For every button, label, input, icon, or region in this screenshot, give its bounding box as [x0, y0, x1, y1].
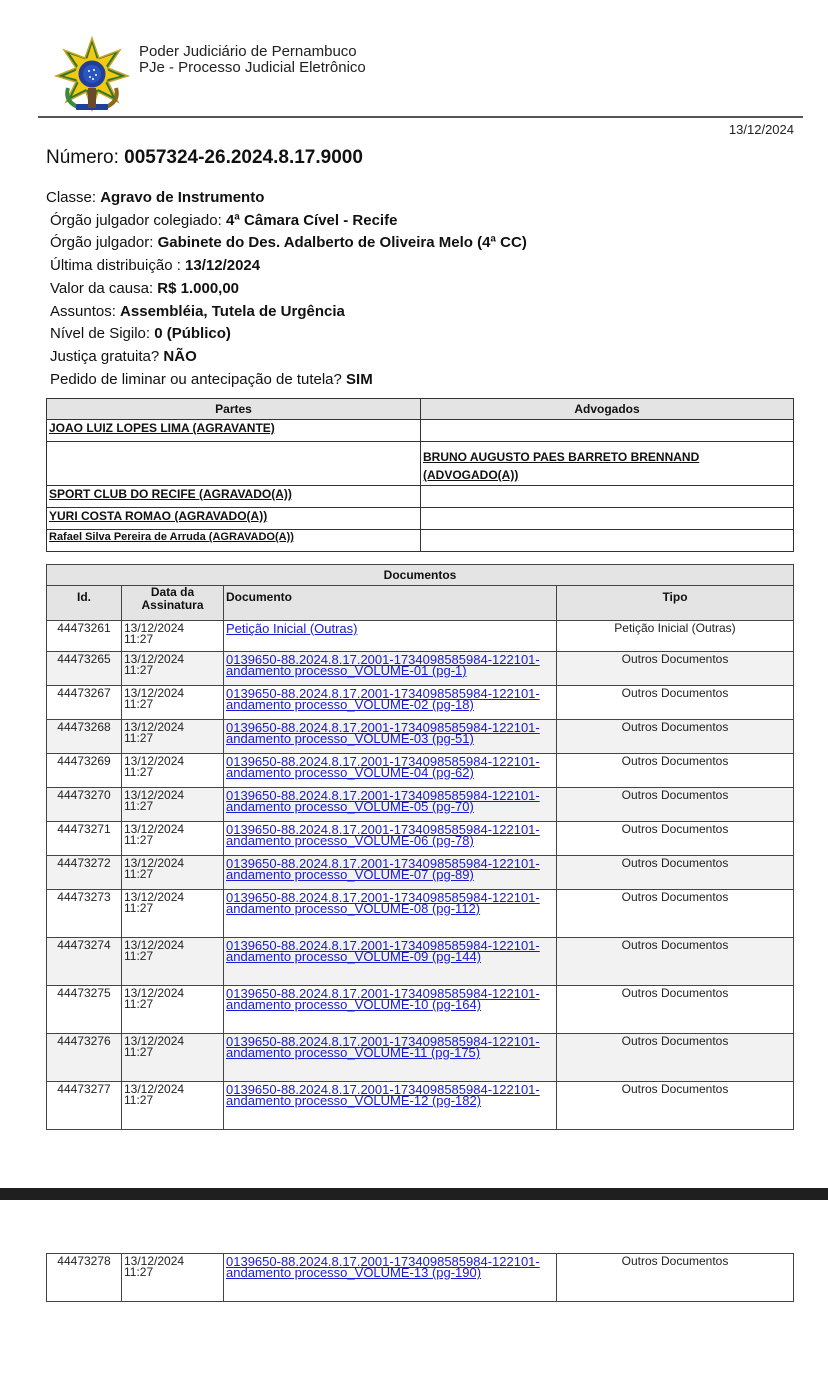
- doc-id: 44473272: [47, 856, 122, 890]
- parte-name: JOAO LUIZ LOPES LIMA (AGRAVANTE): [47, 420, 421, 442]
- doc-date: 13/12/2024 11:27: [122, 720, 224, 754]
- partes-row: [47, 442, 794, 486]
- doc-link[interactable]: 0139650-88.2024.8.17.2001-1734098585984-122101-andamento processo_VOLUME-13 (pg-190): [226, 1254, 540, 1280]
- document-row: [47, 652, 794, 686]
- page-break-band: [0, 1188, 828, 1200]
- doc-link-cell: [224, 890, 557, 938]
- header-divider: [38, 116, 803, 118]
- detail-nivel-sigilo: Nível de Sigilo: 0 (Público): [50, 325, 231, 343]
- doc-date: 13/12/2024 11:27: [122, 856, 224, 890]
- col-advogados: Advogados: [421, 399, 794, 420]
- doc-link[interactable]: 0139650-88.2024.8.17.2001-1734098585984-122101-andamento processo_VOLUME-07 (pg-89): [226, 856, 540, 882]
- doc-date: 13/12/2024 11:27: [122, 1254, 224, 1302]
- issue-date: 13/12/2024: [728, 122, 794, 137]
- detail-orgao-colegiado: Órgão julgador colegiado: 4ª Câmara Cível - Recife: [50, 211, 398, 229]
- doc-id: 44473271: [47, 822, 122, 856]
- doc-link-cell: [224, 754, 557, 788]
- parte-name: YURI COSTA ROMAO (AGRAVADO(A)): [47, 508, 421, 530]
- detail-classe: Classe: Agravo de Instrumento: [46, 189, 265, 206]
- doc-id: 44473269: [47, 754, 122, 788]
- partes-table: [46, 398, 794, 552]
- document-row: [47, 938, 794, 986]
- document-row: [47, 1034, 794, 1082]
- documentos-header-row: [47, 586, 794, 621]
- doc-link-cell: [224, 822, 557, 856]
- doc-link[interactable]: 0139650-88.2024.8.17.2001-1734098585984-122101-andamento processo_VOLUME-04 (pg-62): [226, 754, 540, 780]
- doc-type: Outros Documentos: [557, 1254, 794, 1302]
- doc-type: Outros Documentos: [557, 890, 794, 938]
- document-row: [47, 822, 794, 856]
- doc-link-cell: [224, 720, 557, 754]
- parte-name: [47, 442, 421, 486]
- process-number-label: Número:: [46, 147, 119, 168]
- doc-link-cell: [224, 1082, 557, 1130]
- col-data-assinatura: Data da Assinatura: [122, 586, 224, 621]
- doc-type: Outros Documentos: [557, 686, 794, 720]
- document-row: [47, 1082, 794, 1130]
- detail-pedido-liminar: Pedido de liminar ou antecipação de tutela? SIM: [50, 370, 373, 388]
- doc-link[interactable]: Petição Inicial (Outras): [226, 621, 358, 636]
- doc-link-cell: [224, 856, 557, 890]
- col-id: Id.: [47, 586, 122, 621]
- doc-type: Outros Documentos: [557, 856, 794, 890]
- partes-row: [47, 486, 794, 508]
- detail-valor-causa: Valor da causa: R$ 1.000,00: [50, 279, 240, 297]
- doc-id: 44473270: [47, 788, 122, 822]
- documentos-table-continued: [46, 1253, 794, 1302]
- detail-orgao-julgador: Órgão julgador: Gabinete do Des. Adalberto de Oliveira Melo (4ª CC): [50, 234, 527, 252]
- doc-type: Outros Documentos: [557, 754, 794, 788]
- parte-name: SPORT CLUB DO RECIFE (AGRAVADO(A)): [47, 486, 421, 508]
- doc-date: 13/12/2024 11:27: [122, 621, 224, 652]
- doc-link[interactable]: 0139650-88.2024.8.17.2001-1734098585984-122101-andamento processo_VOLUME-09 (pg-144): [226, 938, 540, 964]
- doc-id: 44473265: [47, 652, 122, 686]
- col-partes: Partes: [47, 399, 421, 420]
- document-row: [47, 788, 794, 822]
- advogado-name: BRUNO AUGUSTO PAES BARRETO BRENNAND (ADVOGADO(A)): [421, 442, 794, 486]
- doc-id: 44473276: [47, 1034, 122, 1082]
- documentos-title-row: [47, 565, 794, 586]
- doc-type: Outros Documentos: [557, 788, 794, 822]
- process-number: [46, 147, 363, 169]
- doc-link[interactable]: 0139650-88.2024.8.17.2001-1734098585984-122101-andamento processo_VOLUME-12 (pg-182): [226, 1082, 540, 1108]
- org-line-1: Poder Judiciário de Pernambuco: [139, 43, 357, 60]
- col-tipo: Tipo: [557, 586, 794, 621]
- doc-date: 13/12/2024 11:27: [122, 986, 224, 1034]
- document-row: [47, 986, 794, 1034]
- doc-type: Outros Documentos: [557, 720, 794, 754]
- detail-justica-gratuita: Justiça gratuita? NÃO: [50, 347, 197, 365]
- doc-link[interactable]: 0139650-88.2024.8.17.2001-1734098585984-122101-andamento processo_VOLUME-02 (pg-18): [226, 686, 540, 712]
- doc-date: 13/12/2024 11:27: [122, 890, 224, 938]
- doc-type: Petição Inicial (Outras): [557, 621, 794, 652]
- advogado-name: [421, 530, 794, 552]
- partes-row: [47, 420, 794, 442]
- doc-id: 44473278: [47, 1254, 122, 1302]
- doc-type: Outros Documentos: [557, 1034, 794, 1082]
- doc-id: 44473275: [47, 986, 122, 1034]
- doc-link[interactable]: 0139650-88.2024.8.17.2001-1734098585984-122101-andamento processo_VOLUME-08 (pg-112): [226, 890, 540, 916]
- documentos-table: [46, 564, 794, 1130]
- doc-date: 13/12/2024 11:27: [122, 686, 224, 720]
- partes-header-row: [47, 399, 794, 420]
- doc-link-cell: [224, 621, 557, 652]
- doc-type: Outros Documentos: [557, 938, 794, 986]
- advogado-name: [421, 420, 794, 442]
- doc-link-cell: [224, 938, 557, 986]
- doc-id: 44473277: [47, 1082, 122, 1130]
- doc-link-cell: [224, 788, 557, 822]
- doc-id: 44473268: [47, 720, 122, 754]
- doc-date: 13/12/2024 11:27: [122, 754, 224, 788]
- document-row: [47, 890, 794, 938]
- process-details: [46, 187, 527, 391]
- col-documento: Documento: [224, 586, 557, 621]
- brazil-coat-of-arms-icon: [54, 36, 130, 114]
- doc-link-cell: [224, 986, 557, 1034]
- doc-link[interactable]: 0139650-88.2024.8.17.2001-1734098585984-122101-andamento processo_VOLUME-01 (pg-1): [226, 652, 540, 678]
- document-row: [47, 686, 794, 720]
- detail-ultima-distribuicao: Última distribuição : 13/12/2024: [50, 257, 261, 275]
- process-number-value: 0057324-26.2024.8.17.9000: [124, 147, 363, 168]
- partes-row: [47, 508, 794, 530]
- document-row: [47, 1254, 794, 1302]
- organization-name: [139, 44, 366, 76]
- advogado-name: [421, 508, 794, 530]
- doc-id: 44473274: [47, 938, 122, 986]
- doc-id: 44473261: [47, 621, 122, 652]
- detail-assuntos: Assuntos: Assembléia, Tutela de Urgência: [50, 302, 345, 320]
- doc-date: 13/12/2024 11:27: [122, 822, 224, 856]
- doc-link[interactable]: 0139650-88.2024.8.17.2001-1734098585984-122101-andamento processo_VOLUME-10 (pg-164): [226, 986, 540, 1012]
- doc-link-cell: [224, 652, 557, 686]
- doc-id: 44473273: [47, 890, 122, 938]
- doc-type: Outros Documentos: [557, 822, 794, 856]
- doc-link-cell: [224, 686, 557, 720]
- doc-type: Outros Documentos: [557, 652, 794, 686]
- org-line-2: PJe - Processo Judicial Eletrônico: [139, 59, 366, 76]
- advogado-name: [421, 486, 794, 508]
- document-row: [47, 621, 794, 652]
- doc-link-cell: [224, 1254, 557, 1302]
- doc-date: 13/12/2024 11:27: [122, 1082, 224, 1130]
- doc-link[interactable]: 0139650-88.2024.8.17.2001-1734098585984-122101-andamento processo_VOLUME-06 (pg-78): [226, 822, 540, 848]
- doc-link-cell: [224, 1034, 557, 1082]
- doc-type: Outros Documentos: [557, 986, 794, 1034]
- documentos-title: Documentos: [47, 565, 794, 586]
- document-row: [47, 720, 794, 754]
- document-row: [47, 754, 794, 788]
- doc-date: 13/12/2024 11:27: [122, 652, 224, 686]
- doc-link[interactable]: 0139650-88.2024.8.17.2001-1734098585984-122101-andamento processo_VOLUME-03 (pg-51): [226, 720, 540, 746]
- doc-link[interactable]: 0139650-88.2024.8.17.2001-1734098585984-122101-andamento processo_VOLUME-05 (pg-70): [226, 788, 540, 814]
- doc-date: 13/12/2024 11:27: [122, 788, 224, 822]
- parte-name: Rafael Silva Pereira de Arruda (AGRAVADO(A)): [47, 530, 421, 552]
- doc-link[interactable]: 0139650-88.2024.8.17.2001-1734098585984-122101-andamento processo_VOLUME-11 (pg-175): [226, 1034, 540, 1060]
- doc-type: Outros Documentos: [557, 1082, 794, 1130]
- document-header: [0, 0, 828, 118]
- partes-row: [47, 530, 794, 552]
- document-row: [47, 856, 794, 890]
- doc-id: 44473267: [47, 686, 122, 720]
- doc-date: 13/12/2024 11:27: [122, 1034, 224, 1082]
- doc-date: 13/12/2024 11:27: [122, 938, 224, 986]
